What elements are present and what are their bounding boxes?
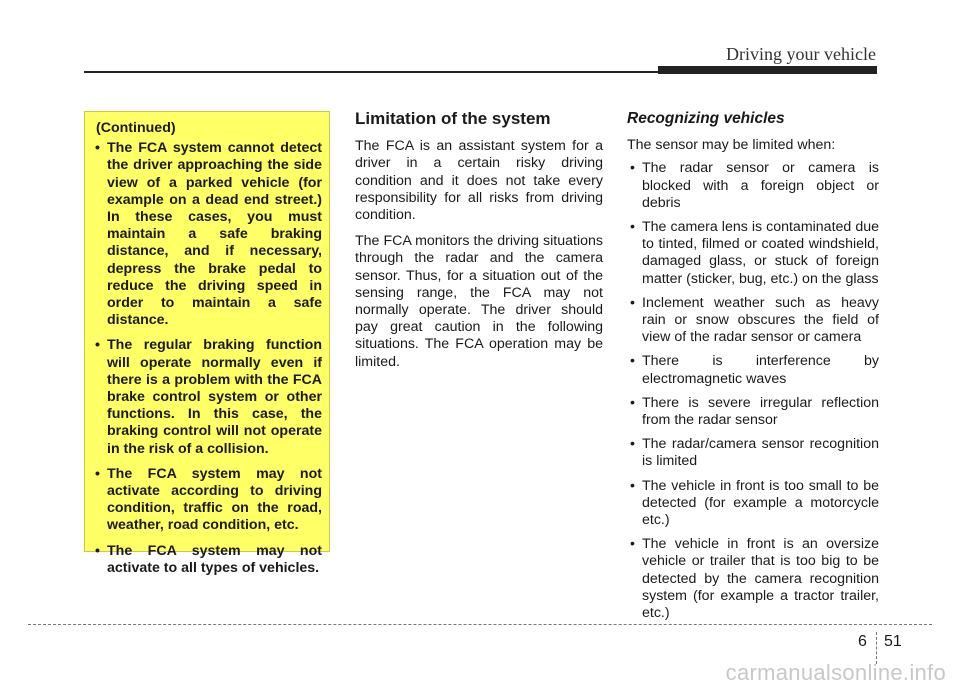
- recognizing-item: • The radar/camera sensor recognition is limited: [627, 436, 879, 470]
- recognizing-item: • Inclement weather such as heavy rain or snow obscures the field of view of the radar sensor or camera: [627, 295, 879, 347]
- footer-rule: [28, 624, 932, 625]
- caution-box: [84, 111, 330, 576]
- recognizing-item: • The camera lens is contaminated due to tinted, filmed or coated windshield, damaged glass, or stuck of foreign matter (sticker, bug, etc.) on the glass: [627, 219, 879, 288]
- recognizing-item: • There is interference by electromagnetic waves: [627, 353, 879, 387]
- continued-label: (Continued): [96, 120, 176, 136]
- caution-list: [92, 140, 322, 577]
- recognizing-item: • The radar sensor or camera is blocked with a foreign object or debris: [627, 160, 879, 212]
- caution-item: • The FCA system may not activate according to driving condition, traffic on the road, weather, road condition, etc.: [92, 466, 322, 535]
- recognizing-intro: The sensor may be limited when:: [627, 137, 836, 154]
- section-title: Driving your vehicle: [726, 44, 876, 64]
- caution-item: • The FCA system may not activate to all types of vehicles.: [92, 543, 322, 577]
- caution-item: • The regular braking function will operate normally even if there is a problem with the FCA brake control system or other functions. In this case, the braking control will not operate in the risk of a collision.: [92, 337, 322, 457]
- recognizing-heading: Recognizing vehicles: [627, 110, 785, 127]
- chapter-number: 6: [858, 633, 867, 650]
- header-rule-accent: [658, 66, 877, 74]
- limitation-paragraph: The FCA monitors the driving situations through the radar and the camera sensor. Thus, for a situation out of the sensing range, the FCA may not normally operate. The driver should pay great caution in the following situations. The FCA operation may be limited.: [355, 233, 603, 370]
- recognizing-item: • The vehicle in front is an oversize vehicle or trailer that is too big to be detected by the camera recognition system (for example a tractor trailer, etc.): [627, 536, 879, 622]
- watermark-text[interactable]: carmanualsonline.info: [725, 660, 946, 685]
- page-number: 51: [884, 633, 902, 650]
- recognizing-list: [627, 160, 879, 622]
- recognizing-item: • The vehicle in front is too small to be detected (for example a motorcycle etc.): [627, 478, 879, 530]
- header-rule: [84, 71, 658, 73]
- recognizing-item: • There is severe irregular reflection from the radar sensor: [627, 395, 879, 429]
- limitation-section: [355, 110, 603, 380]
- caution-item: • The FCA system cannot detect the driver approaching the side view of a parked vehicle (for example on a dead end street.) In these cases, you must maintain a safe braking distance, and if necessary, depress the brake pedal to reduce the driving speed in order to maintain a safe distance.: [92, 140, 322, 329]
- limitation-heading: Limitation of the system: [355, 109, 551, 128]
- recognizing-section: [627, 110, 879, 629]
- limitation-paragraph: The FCA is an assistant system for a driver in a certain risky driving condition and it does not take every responsibility for all risks from driving condition.: [355, 138, 603, 224]
